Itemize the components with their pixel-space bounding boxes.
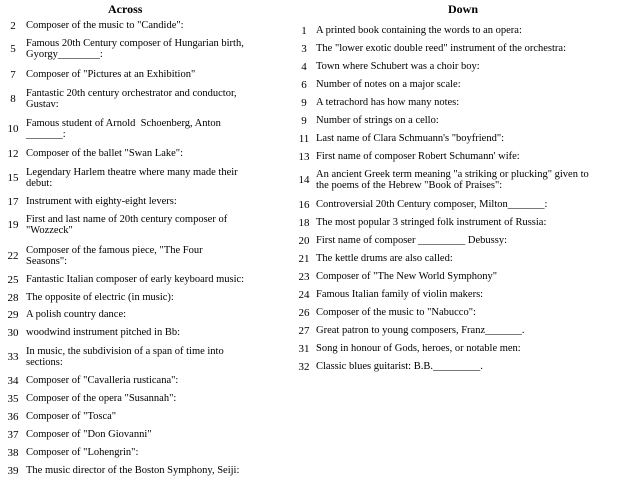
clue-text: Composer of the music to "Candide": [26,20,184,32]
clue-text: The "lower exotic double reed" instrument of the orchestra: [316,43,566,55]
down-clue [292,60,626,74]
clue-number: 9 [301,97,307,109]
clue-number: 23 [298,271,310,283]
clue-number: 5 [10,43,16,55]
clue-text: Composer of "Don Giovanni" [26,429,152,441]
across-clue [0,464,278,478]
clue-text: Legendary Harlem theatre where many made their debut: [26,166,238,189]
down-clue [292,270,626,284]
clue-number: 26 [298,307,310,319]
clue-number: 13 [298,151,310,163]
down-heading: Down [448,2,479,16]
clue-number: 11 [298,133,310,145]
across-clue [0,273,278,287]
clue-number: 2 [10,20,16,32]
clue-number: 25 [7,274,19,286]
clue-number: 35 [7,393,19,405]
clue-text: Famous Italian family of violin makers: [316,289,484,301]
down-clue [292,252,626,266]
down-clue [292,96,626,110]
down-clue [292,78,626,92]
down-clue [292,306,626,320]
clue-number: 18 [298,217,310,229]
clue-text: Number of notes on a major scale: [316,79,461,91]
down-clue [292,360,626,374]
across-clue [0,326,278,340]
clue-number: 21 [298,253,310,265]
clue-text: Composer of the music to "Nabucco": [316,307,476,319]
clue-text: First and last name of 20th century composer of "Wozzeck" [26,213,228,236]
clue-text: Song in honour of Gods, heroes, or notable men: [316,343,521,355]
across-clue [0,86,278,112]
down-clue [292,132,626,146]
clue-text: Composer of the ballet "Swan Lake": [26,148,183,160]
clue-text: Composer of "Tosca" [26,411,117,423]
down-clue [292,342,626,356]
down-clue [292,42,626,56]
across-clue [0,116,278,142]
down-clue [292,234,626,248]
down-clue [292,24,626,38]
clue-text: Number of strings on a cello: [316,115,439,127]
clue-number: 6 [301,79,307,91]
clue-text: The kettle drums are also called: [316,253,453,265]
clue-text: Famous 20th Century composer of Hungarian birth, Gyorgy________: [26,37,244,60]
clue-text: Fantastic Italian composer of early keyboard music: [26,274,245,286]
across-clue [0,446,278,460]
clue-text: Controversial 20th Century composer, Milton_______: [316,199,548,211]
clue-text: Composer of the famous piece, "The Four Seasons": [26,244,203,267]
clue-text: Great patron to young composers, Franz_______. [316,325,525,337]
clue-text: The music director of the Boston Symphony, Seiji: [26,465,240,477]
clue-text: A tetrachord has how many notes: [316,97,460,109]
clue-text: Town where Schubert was a choir boy: [316,61,480,73]
clue-text: Last name of Clara Schmuann's "boyfriend": [316,133,505,145]
across-clue [0,243,278,269]
clue-text: Composer of "Cavalleria rusticana": [26,375,179,387]
clue-number: 16 [298,199,310,211]
across-clue [0,308,278,322]
across-clue [0,374,278,388]
clue-number: 17 [7,196,19,208]
clue-text: An ancient Greek term meaning "a striking or plucking" given to the poems of the Hebrew "Book of Praises": [316,168,589,191]
clue-number: 4 [301,61,307,73]
clue-text: Famous student of Arnold Schoenberg, Anton _______: [26,117,221,140]
clue-number: 8 [10,93,16,105]
clue-number: 32 [298,361,310,373]
clue-text: Composer of "Pictures at an Exhibition" [26,69,196,81]
clue-text: A polish country dance: [26,309,127,321]
clue-number: 1 [301,25,307,37]
clue-number: 3 [301,43,307,55]
clue-text: First name of composer Robert Schumann' wife: [316,151,520,163]
clue-text: Composer of "Lohengrin": [26,447,139,459]
clue-text: The most popular 3 stringed folk instrument of Russia: [316,217,547,229]
down-clue [292,324,626,338]
clue-number: 38 [7,447,19,459]
clue-number: 34 [7,375,19,387]
clue-number: 39 [7,465,19,477]
clue-number: 7 [10,69,16,81]
across-heading: Across [108,2,143,16]
down-clue [292,167,626,193]
clue-number: 31 [298,343,310,355]
across-clue [0,165,278,191]
across-clue [0,147,278,161]
down-clue [292,198,626,212]
down-clue [292,216,626,230]
clue-text: Instrument with eighty-eight levers: [26,196,177,208]
clue-number: 20 [298,235,310,247]
clue-number: 24 [298,289,310,301]
across-clue [0,195,278,209]
clue-text: woodwind instrument pitched in Bb: [26,327,180,339]
clue-number: 29 [7,309,19,321]
across-clue [0,428,278,442]
across-clue [0,344,278,370]
clue-text: Composer of the opera "Susannah": [26,393,177,405]
clue-text: Composer of "The New World Symphony" [316,271,498,283]
clue-number: 28 [7,292,19,304]
clue-number: 12 [7,148,19,160]
across-clue [0,410,278,424]
clue-number: 37 [7,429,19,441]
clue-text: Classic blues guitarist: B.B._________. [316,361,483,373]
clue-number: 36 [7,411,19,423]
clue-text: First name of composer _________ Debussy: [316,235,508,247]
down-clue [292,150,626,164]
clue-number: 22 [7,250,19,262]
down-clue [292,288,626,302]
across-clue [0,36,278,62]
clue-number: 10 [7,123,19,135]
clue-number: 30 [7,327,19,339]
down-clue [292,114,626,128]
across-clue [0,68,278,82]
clue-number: 9 [301,115,307,127]
clue-number: 15 [7,172,19,184]
across-clue [0,19,278,33]
clue-text: The opposite of electric (in music): [26,292,174,304]
clue-text: A printed book containing the words to an opera: [316,25,522,37]
clue-text: Fantastic 20th century orchestrator and conductor, Gustav: [26,87,237,110]
clue-number: 19 [7,219,19,231]
across-clue [0,291,278,305]
clue-text: In music, the subdivision of a span of time into sections: [26,345,224,368]
across-clue [0,392,278,406]
clue-number: 27 [298,325,310,337]
clue-number: 33 [7,351,19,363]
across-clue [0,212,278,238]
clue-number: 14 [298,174,310,186]
